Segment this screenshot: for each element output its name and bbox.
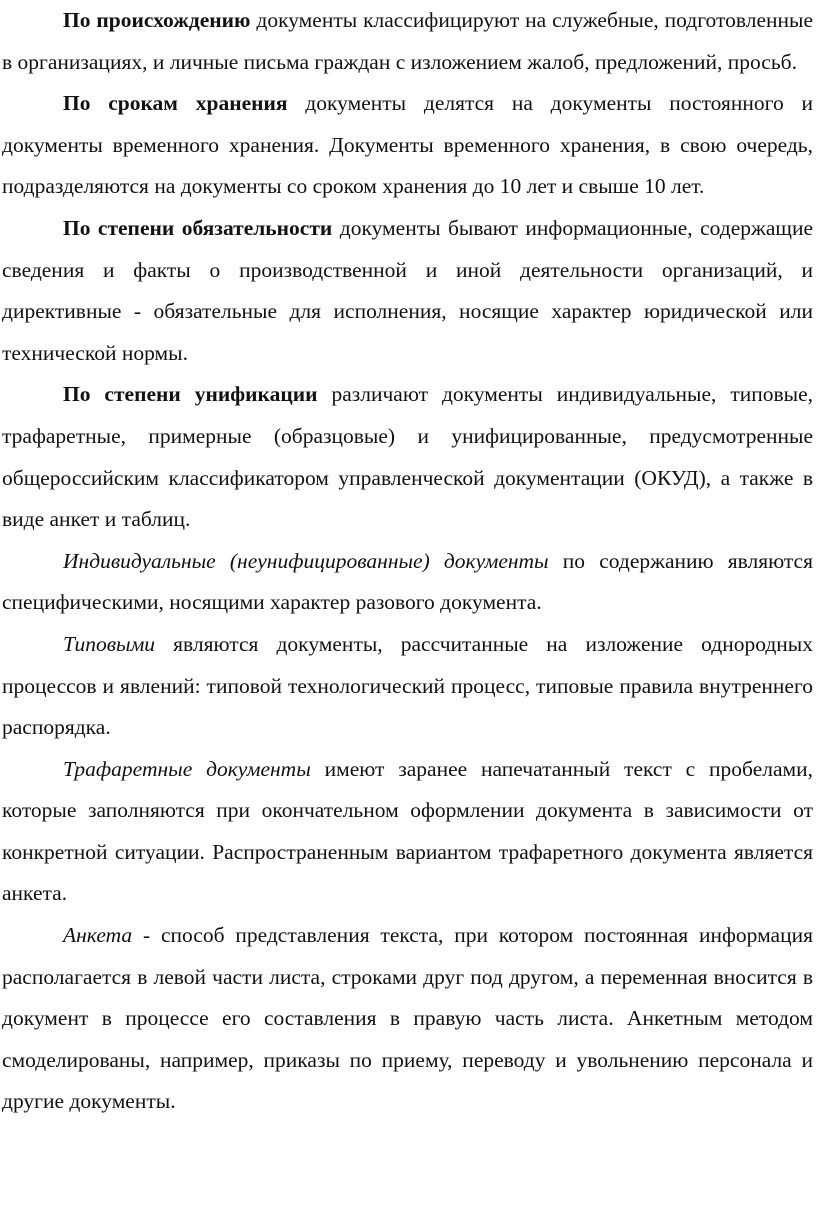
paragraph-stencil-documents — [2, 749, 813, 915]
term-unification: По степени унификации — [63, 382, 318, 407]
paragraph-typical-documents — [2, 624, 813, 749]
document-page — [2, 0, 813, 1123]
paragraph-obligation — [2, 208, 813, 374]
paragraph-text: документы делятся на документы постоянного и документы временного хранения. Документы временного хранения, в свою очередь, подразделяются на документы со сроком хранения до 10 лет и свыше 10 лет. — [2, 91, 813, 199]
paragraph-storage-period — [2, 83, 813, 208]
term-typical-documents: Типовыми — [63, 631, 156, 656]
term-individual-documents: Индивидуальные (неунифицированные) документы — [63, 548, 549, 573]
paragraph-text: имеют заранее напечатанный текст с пробелами, которые заполняются при окончательном оформлении документа в зависимости от конкретной ситуации. Распространенным вариантом трафаретного документа является анкета. — [2, 756, 813, 906]
term-questionnaire: Анкета — [63, 923, 133, 948]
paragraph-text: документы бывают информационные, содержащие сведения и факты о производственной и иной деятельности организаций, и директивные - обязательные для исполнения, носящие характер юридической или технической нормы. — [2, 215, 813, 365]
term-obligation: По степени обязательности — [63, 215, 333, 240]
paragraph-unification — [2, 374, 813, 540]
term-stencil-documents: Трафаретные документы — [63, 756, 311, 781]
paragraph-text: по содержанию являются специфическими, носящими характер разового документа. — [2, 548, 813, 615]
paragraph-text: различают документы индивидуальные, типовые, трафаретные, примерные (образцовые) и унифицированные, предусмотренные общероссийским классификатором управленческой документации (ОКУД), а также в виде анкет и таблиц. — [2, 382, 814, 532]
term-origin: По происхождению — [63, 8, 251, 32]
paragraph-origin — [2, 0, 813, 83]
paragraph-individual-documents — [2, 541, 813, 624]
paragraph-text: - способ представления текста, при котором постоянная информация располагается в левой части листа, строками друг под другом, а переменная вносится в документ в процессе его составления в правую часть листа. Анкетным методом смоделированы, например, приказы по приему, переводу и увольнению персонала и другие документы. — [2, 923, 813, 1114]
paragraph-text: документы классифицируют на служебные, подготовленные в организациях, и личные письма граждан с изложением жалоб, предложений, просьб. — [2, 8, 813, 74]
paragraph-text: являются документы, рассчитанные на изложение однородных процессов и явлений: типовой технологический процесс, типовые правила внутреннего распорядка. — [2, 631, 813, 740]
term-storage-period: По срокам хранения — [63, 91, 288, 116]
paragraph-questionnaire — [2, 915, 813, 1123]
